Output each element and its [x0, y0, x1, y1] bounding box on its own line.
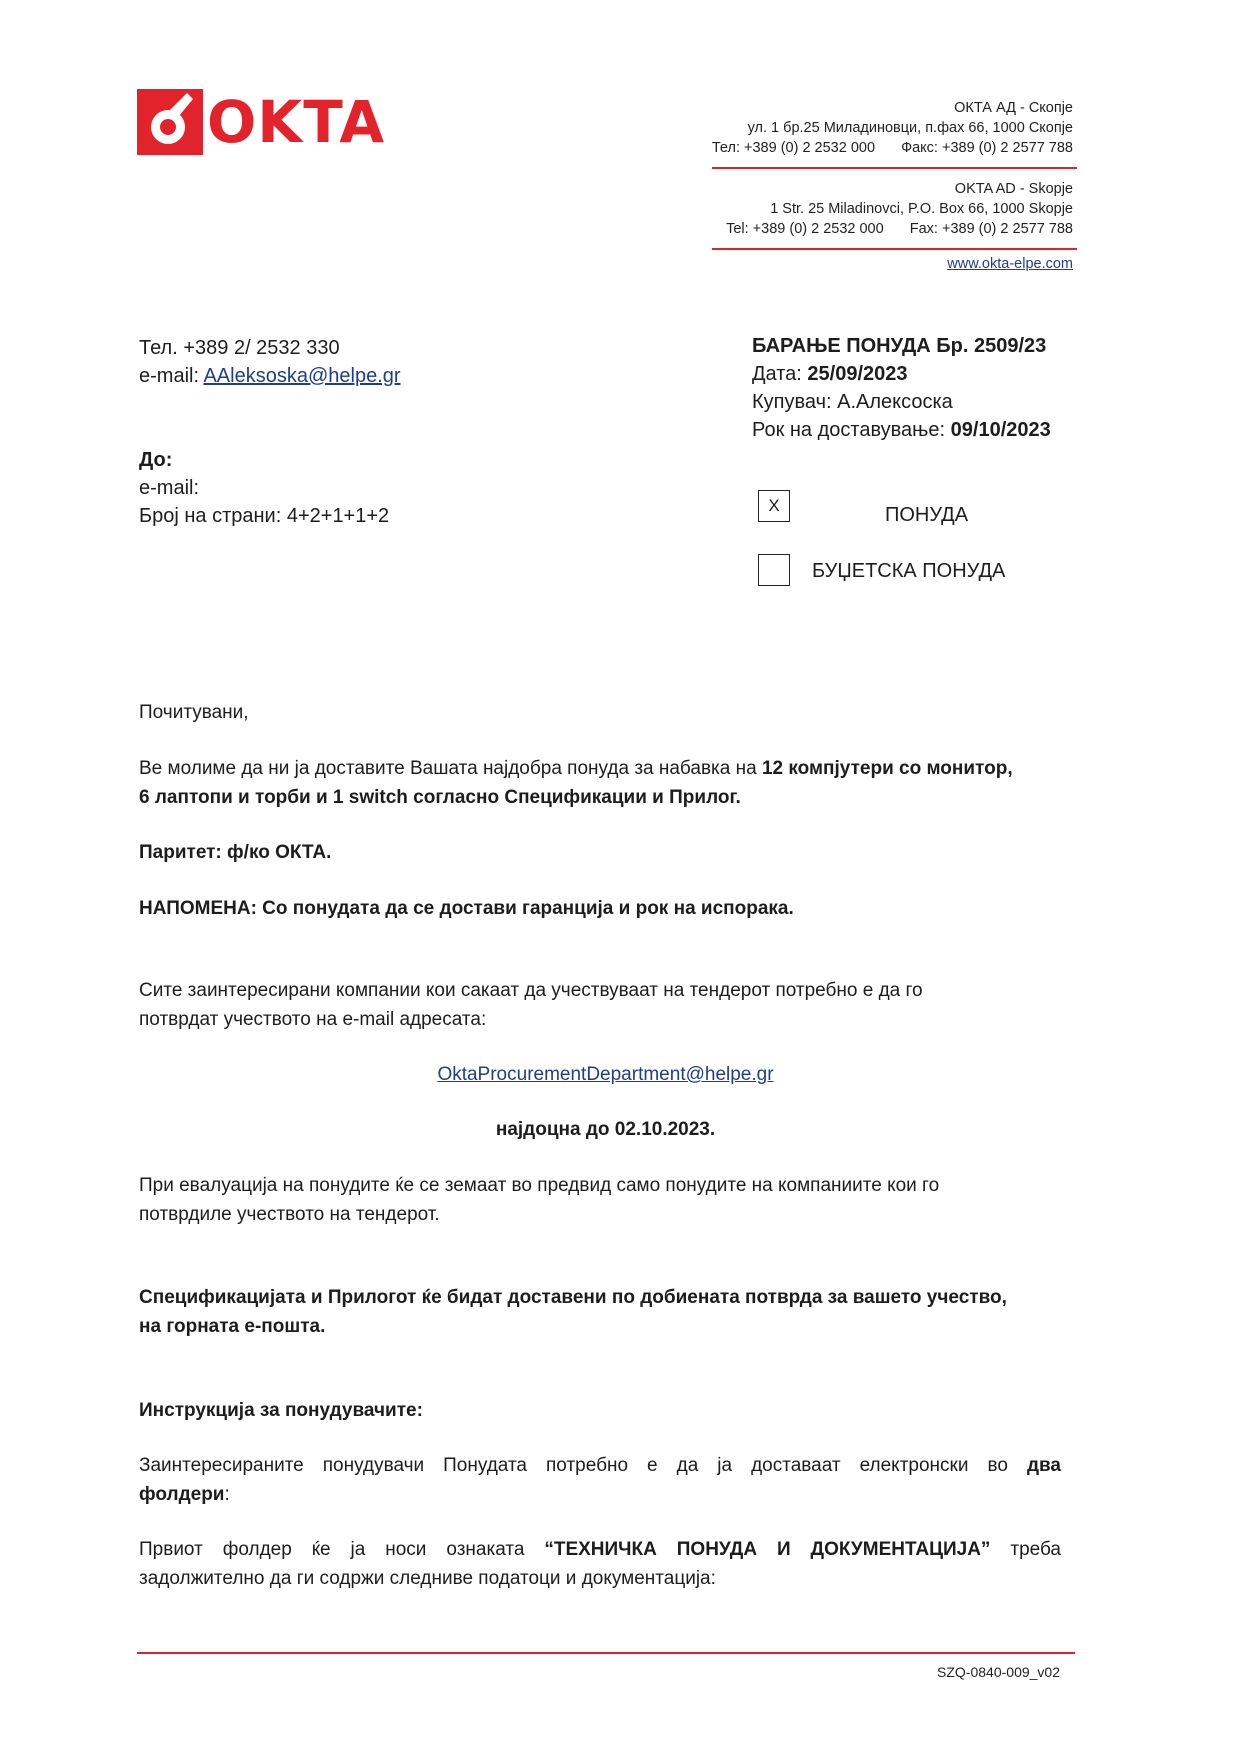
- request-block: [752, 332, 1051, 444]
- paragraph-first-folder-line2: задолжително да ги содржи следниве податоци и документација:: [139, 1568, 716, 1589]
- recipient-pages: Број на страни: 4+2+1+1+2: [139, 505, 390, 527]
- paragraph-folders-line1: [139, 1451, 1061, 1480]
- paragraph-first-folder-bold: “ТЕХНИЧКА ПОНУДА И ДОКУМЕНТАЦИЈА”: [544, 1539, 991, 1560]
- paragraph-specification: [139, 1283, 1079, 1341]
- okta-logo-mark-icon: [137, 89, 203, 155]
- header-divider-2: [712, 248, 1077, 250]
- paragraph-first-folder-text-a: Првиот фолдер ќе ја носи ознаката: [139, 1539, 545, 1560]
- offer-checkbox-mark: X: [768, 496, 780, 515]
- paragraph-specification-line2: на горната е-пошта.: [139, 1316, 326, 1337]
- recipient-to-label: До:: [139, 449, 173, 471]
- paragraph-request: [139, 754, 1079, 812]
- request-date: 25/09/2023: [807, 363, 908, 385]
- request-date-label: Дата:: [752, 363, 808, 385]
- paragraph-folders-line2: [139, 1480, 1061, 1509]
- company-phone-mk: Тел: +389 (0) 2 2532 000: [711, 140, 876, 156]
- paragraph-request-line1: [139, 754, 1079, 783]
- paragraph-confirm-line1: Сите заинтересирани компании кои сакаат да учествуваат на тендерот потребно е да го: [139, 980, 923, 1001]
- company-header-en: [726, 179, 1073, 239]
- paragraph-confirm: [139, 976, 1079, 1034]
- paragraph-evaluation-line1: При евалуација на понудите ќе се земаат во предвид само понудите на компаниите кои го: [139, 1175, 940, 1196]
- paragraph-request-line2: 6 лаптопи и торби и 1 switch согласно Спецификации и Прилог.: [139, 787, 741, 808]
- request-title: БАРАЊЕ ПОНУДА Бр. 2509/23: [752, 335, 1047, 357]
- contact-email-label: e-mail:: [139, 365, 204, 387]
- paragraph-folders-text: Заинтересираните понудувачи Понудата потребно е да ја доставаат електронски во: [139, 1455, 1027, 1476]
- okta-logo: [137, 89, 392, 155]
- paragraph-evaluation: [139, 1171, 1079, 1229]
- website-line: [947, 254, 1073, 274]
- paragraph-request-bold-a: 12 компјутери со монитор,: [761, 758, 1013, 779]
- company-address-en: 1 Str. 25 Miladinovci, P.O. Box 66, 1000 Skopje: [770, 201, 1073, 217]
- parity: Паритет: ф/ко ОКТА.: [139, 842, 332, 863]
- header-divider-1: [712, 167, 1077, 169]
- paragraph-evaluation-line2: потврдиле учеството на тендерот.: [139, 1204, 440, 1225]
- paragraph-request-text: Ве молиме да ни ја доставите Вашата најдобра понуда за набавка на: [139, 758, 762, 779]
- greeting: Почитувани,: [139, 702, 249, 723]
- paragraph-first-folder-line1: [139, 1535, 1061, 1564]
- company-phone-en: Tel: +389 (0) 2 2532 000: [726, 221, 884, 237]
- paragraph-folders: [139, 1451, 1061, 1509]
- company-fax-mk: Факс: +389 (0) 2 2577 788: [901, 140, 1073, 156]
- contact-email-link[interactable]: AAleksoska@helpe.gr: [203, 365, 401, 387]
- request-date-line: [752, 360, 1051, 388]
- okta-logo-text: OKTA: [207, 88, 386, 156]
- contact-phone: Тел. +389 2/ 2532 330: [139, 337, 340, 359]
- company-name-en: OKTA AD - Skopje: [954, 181, 1073, 197]
- company-contacts-en: [726, 219, 1073, 239]
- website-link[interactable]: www.okta-elpe.com: [947, 256, 1073, 272]
- company-name-mk: ОКТА АД - Скопје: [954, 100, 1073, 116]
- company-fax-en: Fax: +389 (0) 2 2577 788: [909, 221, 1073, 237]
- budget-offer-checkbox[interactable]: [758, 554, 790, 586]
- request-deadline: 09/10/2023: [950, 419, 1051, 441]
- recipient-block: [139, 446, 389, 530]
- recipient-email-label: e-mail:: [139, 477, 200, 499]
- paragraph-specification-line1: Спецификацијата и Прилогот ќе бидат доставени по добиената потврда за вашето учество,: [139, 1287, 1007, 1308]
- request-deadline-line: [752, 416, 1051, 444]
- offer-label: ПОНУДА: [885, 504, 969, 526]
- paragraph-folders-bold-2: фолдери: [139, 1484, 225, 1505]
- procurement-email-link[interactable]: OktaProcurementDepartment@helpe.gr: [437, 1064, 774, 1085]
- procurement-email-line: [0, 1060, 1211, 1089]
- request-buyer: Купувач: А.Алексоска: [752, 391, 953, 413]
- company-address-mk: ул. 1 бр.25 Миладиновци, п.фах 66, 1000 Скопје: [747, 120, 1073, 136]
- offer-checkbox[interactable]: [758, 490, 790, 522]
- request-deadline-label: Рок на доставување:: [752, 419, 951, 441]
- paragraph-folders-bold: два: [1026, 1455, 1061, 1476]
- company-header-mk: [712, 98, 1073, 158]
- contact-email-line: [139, 362, 401, 390]
- paragraph-confirm-line2: потврдат учеството на e-mail адресата:: [139, 1009, 487, 1030]
- contact-block: [139, 334, 401, 390]
- paragraph-folders-colon: :: [224, 1484, 230, 1505]
- note: НАПОМЕНА: Со понудата да се достави гаранција и рок на испорака.: [139, 898, 794, 919]
- budget-offer-label: БУЏЕТСКА ПОНУДА: [812, 560, 1006, 582]
- company-contacts-mk: [712, 138, 1073, 158]
- footer-divider: [137, 1652, 1075, 1654]
- footer-document-code: SZQ-0840-009_v02: [937, 1664, 1060, 1680]
- instructions-title: Инструкција за понудувачите:: [139, 1400, 423, 1421]
- paragraph-first-folder-text-b: треба: [990, 1539, 1062, 1560]
- confirm-deadline: најдоцна до 02.10.2023.: [495, 1119, 716, 1140]
- paragraph-first-folder: [139, 1535, 1061, 1593]
